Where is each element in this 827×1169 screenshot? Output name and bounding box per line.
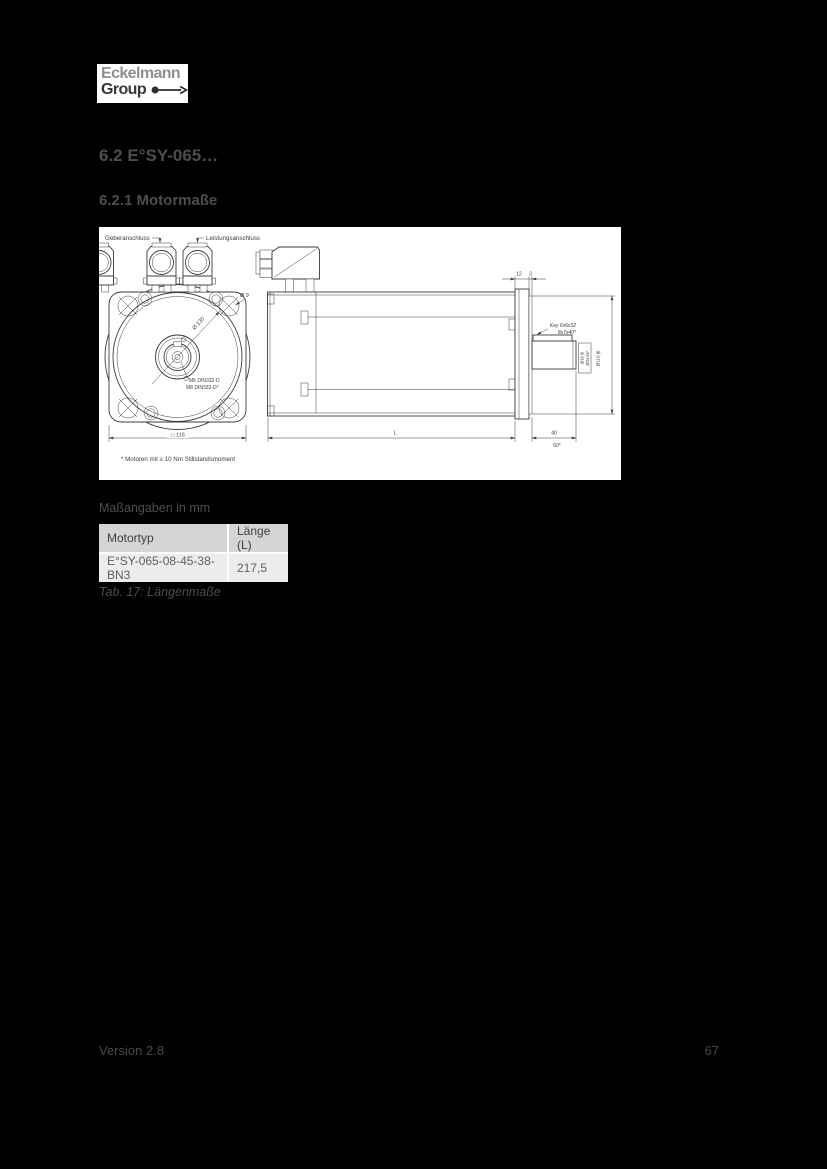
side-view	[256, 247, 615, 449]
logo-line2: Group	[101, 81, 146, 98]
dim-label-key-alt: 8x7x40*	[557, 330, 576, 336]
dim-label-length: L	[393, 430, 397, 437]
dim-label-shaft-dia-1: Ø19 j6	[579, 351, 585, 365]
dim-label-center-thread: M6 DIN332-D	[189, 378, 220, 384]
cell-motortyp: E°SY-065-08-45-38-BN3	[99, 554, 229, 582]
dim-label-3: 3	[529, 271, 532, 278]
length-table	[99, 524, 288, 582]
table-caption: Tab. 17: Längenmaße	[99, 585, 221, 599]
dim-label-body-diameter: Ø 130	[191, 316, 207, 332]
dim-label-shaft-length-alt: 50*	[553, 443, 561, 449]
section-heading: 6.2 E°SY-065…	[99, 146, 219, 165]
dimensions-note: Maßangaben in mm	[99, 501, 211, 515]
footer-page-number: 67	[704, 1043, 719, 1058]
front-view	[99, 235, 260, 442]
footer-version: Version 2.8	[99, 1043, 165, 1058]
dim-label-shaft-length: 40	[551, 430, 557, 437]
round-connector	[99, 243, 117, 292]
dim-label-flange-square: □ 116	[171, 432, 185, 439]
subsection-heading: 6.2.1 Motormaße	[99, 192, 218, 209]
label-encoder-connector: Geberanschluss	[105, 235, 150, 242]
table-header-motortyp: Motortyp	[99, 524, 229, 554]
dim-label-12: 12	[516, 271, 522, 278]
drawing-footnote: * Motoren mit ≥ 10 Nm Stillstandsmoment	[121, 456, 236, 463]
dim-label-key: Key 6x6x32	[549, 323, 576, 329]
motor-dimension-drawing	[99, 227, 621, 480]
dim-label-pilot-dia: Ø110 j6	[595, 350, 601, 367]
label-power-connector: Leistungsanschluss	[206, 235, 261, 242]
table-row	[99, 554, 288, 582]
dim-label-hole-diameter: Ø 9	[240, 293, 249, 299]
cell-laenge: 217,5	[229, 554, 288, 582]
dim-label-shaft-dia-2: Ø24 k6*	[584, 350, 590, 366]
company-logo	[97, 64, 188, 103]
page-footer	[99, 1043, 719, 1058]
logo-line1: Eckelmann	[101, 65, 181, 82]
logo-arrow-icon	[151, 84, 188, 96]
dim-label-center-thread-alt: M8 DIN332-D*	[186, 385, 219, 391]
table-header-laenge: Länge (L)	[229, 524, 288, 554]
